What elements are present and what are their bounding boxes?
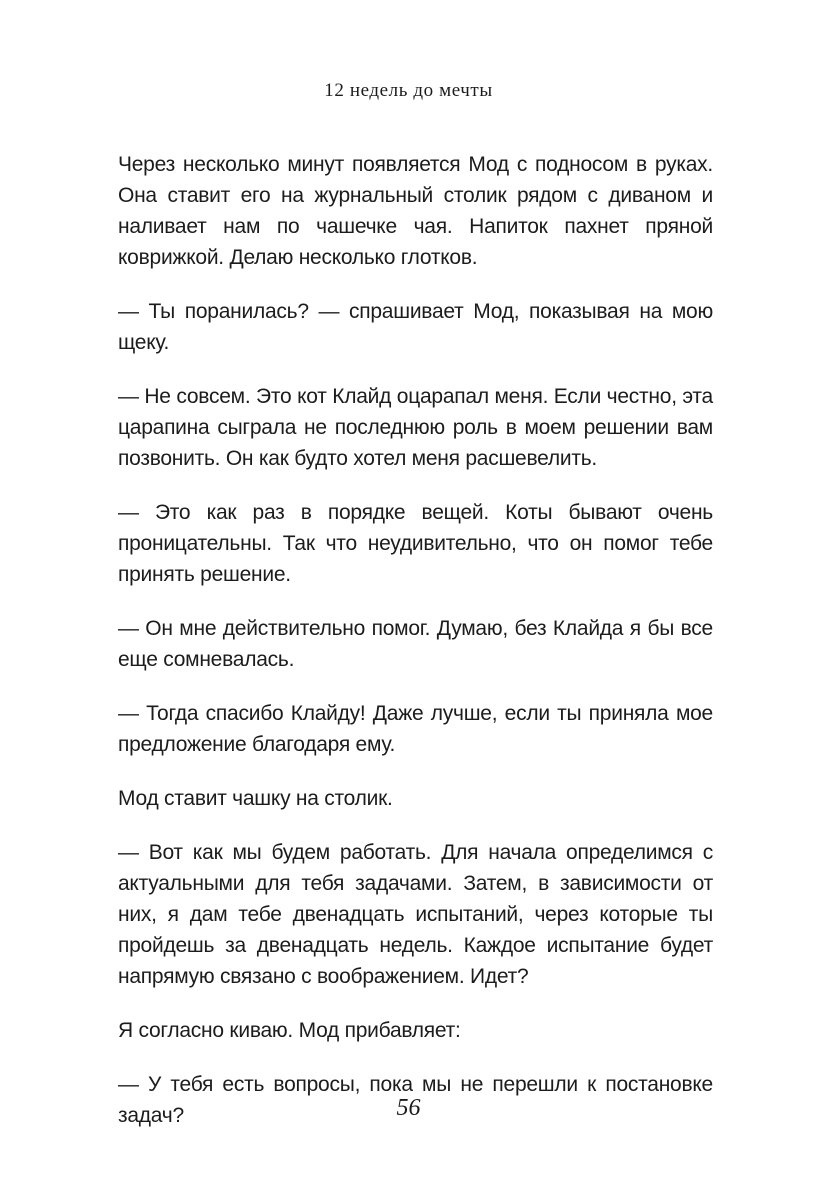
paragraph: Я согласно киваю. Мод прибавляет: <box>118 1019 461 1042</box>
paragraph: — Ты поранилась? — спрашивает Мод, показывая на мою щеку. <box>118 300 713 354</box>
paragraph: — Не совсем. Это кот Клайд оцарапал меня. Если честно, эта царапина сыграла не последнюю роль в моем решении вам позвонить. Он как будто хотел меня расшевелить. <box>118 385 713 470</box>
page-number: 56 <box>396 1095 421 1121</box>
paragraph: — Вот как мы будем работать. Для начала определимся с актуальными для тебя задачами. Затем, в зависимости от них, я дам тебе двенадцать испытаний, через которые ты пройдешь за двенадцать недель. Каждое испытание будет напрямую связано с воображением. Идет? <box>118 841 713 988</box>
paragraph: — Тогда спасибо Клайду! Даже лучше, если ты приняла мое предложение благодаря ему. <box>118 702 713 756</box>
paragraph: — Он мне действительно помог. Думаю, без Клайда я бы все еще сомневалась. <box>118 617 713 671</box>
paragraph: — Это как раз в порядке вещей. Коты бывают очень проницательны. Так что неудивительно, что он помог тебе принять решение. <box>118 501 713 586</box>
body-text <box>118 149 713 1154</box>
paragraph: — У тебя есть вопросы, пока мы не перешли к постановке задач? <box>118 1073 713 1127</box>
running-header: 12 недель до мечты <box>324 80 493 101</box>
paragraph: Через несколько минут появляется Мод с подносом в руках. Она ставит его на журнальный столик рядом с диваном и наливает нам по чашечке чая. Напиток пахнет пряной коврижкой. Делаю несколько глотков. <box>118 153 713 269</box>
paragraph: Мод ставит чашку на столик. <box>118 787 393 810</box>
